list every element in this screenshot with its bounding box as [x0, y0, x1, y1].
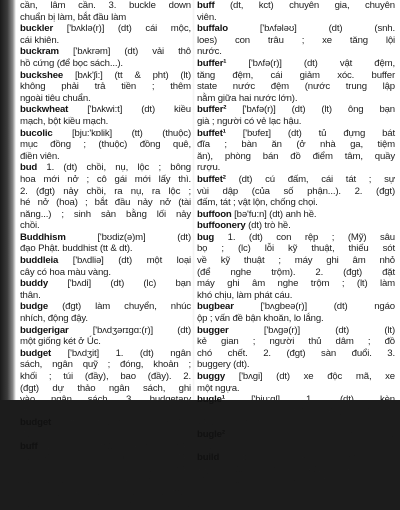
headword: bug: [197, 231, 215, 243]
headword: buckshee: [20, 69, 64, 81]
headword: buckram: [20, 46, 59, 58]
dictionary-line: hồ cứng (để bọc sách...).: [20, 57, 123, 69]
column-gutter: [192, 0, 195, 400]
right-column: [197, 0, 395, 487]
dictionary-line: buckwheat ['bʌkwi:t] (dt) kiều: [20, 104, 191, 116]
dictionary-line: bugger ['bʌgə(r)] (dt) (lt): [197, 324, 395, 336]
dictionary-line: buff 1. (dt) da trâu, da bò ; màu: [20, 440, 191, 452]
dictionary-line: buffer² ['bʌfə(r)] (dt) (lt) ông bạn: [197, 104, 395, 116]
headword: bugbear: [197, 301, 234, 313]
dictionary-line: hé nở (hoa) ; bắt đầu nảy nở (tài: [20, 197, 191, 209]
dictionary-line: kim loại, ván sàn...) bằng da trâu,: [20, 486, 191, 498]
dictionary-line: bugbear ['bʌgbeə(r)] (dt) ngáo: [197, 301, 395, 313]
dictionary-line: đạo Phật. buddhist (tt & dt).: [20, 243, 133, 255]
dictionary-line: chó chết. 2. (đgt) sàn đuổi. 3.: [197, 347, 395, 359]
dictionary-line: đấm, tát ; vật lộn, chống chọi.: [197, 197, 318, 209]
dictionary-line: buffer¹ ['bʌfə(r)] (dt) vật đệm,: [197, 57, 395, 69]
dictionary-line: bugle¹ ['bju:gl] 1. (dt) kèn: [197, 394, 395, 406]
headword: buckwheat: [20, 104, 69, 116]
dictionary-line: cần, lâm cần. 3. buckle down: [20, 0, 191, 11]
dictionary-line: buffalo ['bʌfələʊ] (dt) (snh.: [197, 23, 395, 35]
dictionary-line: đắt.: [20, 428, 36, 440]
headword: buddleia: [20, 255, 59, 267]
dictionary-line: (để nghe trộm). 2. (đgt) đặt: [197, 266, 395, 278]
dictionary-line: buddleia ['bʌdliə] (dt) một loại: [20, 255, 191, 267]
dictionary-line: budge (đgt) làm chuyển, nhúc: [20, 301, 191, 313]
dictionary-line: viên.: [197, 11, 217, 23]
dictionary-line: Buddhism ['bʊdiz(ə)m] (dt): [20, 231, 191, 243]
dictionary-line: kẻ gian ; người thủ dâm ; đồ: [197, 336, 395, 348]
dictionary-line: da bò ; (lt) da (tục) người đàn: [20, 452, 191, 464]
dictionary-line: bucolic [bju:'kɒlik] (tt) (thuộc): [20, 127, 191, 139]
dictionary-line: rượu.: [197, 162, 221, 174]
headword: buffer¹: [197, 57, 227, 69]
dictionary-line: đĩa ; bàn ăn (ở nhà ga, tiệm: [197, 139, 395, 151]
dictionary-line: cái khiên.: [20, 34, 60, 46]
headword: buddy: [20, 278, 49, 290]
dictionary-line: khó chịu, làm phát cáu.: [197, 289, 293, 301]
dictionary-line: buckler ['bʌklə(r)] (dt) cái mộc,: [20, 23, 191, 35]
headword: bugle²: [197, 428, 225, 440]
headword: buffet¹: [197, 127, 226, 139]
dictionary-line: budget ['bʌdʒit] 1. (dt) ngân: [20, 347, 191, 359]
dictionary-line: bug 1. (dt) con rệp ; (Mỹ) sâu: [197, 231, 395, 243]
dictionary-line: build [bɪld] 1. (qk & qkpt built): [197, 452, 395, 464]
dictionary-line: không phải trả tiền ; thêm: [20, 81, 191, 93]
headword: buff: [197, 0, 215, 11]
dictionary-line: một giống két ở Úc.: [20, 336, 101, 348]
headword: buffer²: [197, 104, 227, 116]
dictionary-line: da bò. 3. (nghĩa) đánh bóng (đồ: [20, 475, 191, 487]
headword: buffet²: [197, 173, 226, 185]
headword: bud: [20, 162, 38, 174]
dictionary-line: da bò (da thú) cho mượt như da: [20, 498, 191, 510]
headword: bucolic: [20, 127, 53, 139]
dictionary-line: buckshee [bʌk'ʃi:] (tt & pht) (lt): [20, 69, 191, 81]
dictionary-line: (tt).: [20, 405, 34, 417]
dictionary-line: bud 1. (dt) chồi, nụ, lộc ; bông: [20, 162, 191, 174]
dictionary-line: buffoonery (dt) trò hề.: [197, 220, 291, 232]
headword: buffoon: [197, 208, 232, 220]
dictionary-line: đồng. 2. (nđt) thổi kèn, thổi tù: [197, 405, 395, 417]
dictionary-line: già ; người có vẻ lạc hậu.: [197, 115, 302, 127]
dictionary-line: buggery (dt).: [197, 359, 250, 371]
dictionary-line: bugle² ['bju:g(ə)l] (dt) cây hạ: [197, 428, 395, 440]
dictionary-line: nên, lập lên. 2. (dt) kiểu kiến: [197, 475, 395, 487]
headword: bugger: [197, 324, 229, 336]
headword: build: [197, 452, 220, 464]
dictionary-line: khô.: [197, 440, 215, 452]
dictionary-line: ăn), phòng bán đồ điểm tâm, quầy: [197, 150, 395, 162]
left-column: [20, 0, 191, 510]
dictionary-line: buff (dt, kct) chuyên gia, chuyên: [197, 0, 395, 11]
dictionary-line: 2. (đgt) nảy chồi, ra nụ, ra lộc ;: [20, 185, 191, 197]
headword: buggy: [197, 371, 226, 382]
headword: budget: [20, 417, 52, 429]
dictionary-line: máy ghi âm nghe trộm ; (lt) làm: [197, 278, 395, 290]
dictionary-line: loes) con trâu ; xe tăng lội: [197, 34, 395, 46]
dictionary-line: (đgt) dự thảo ngân sách, ghi: [20, 382, 191, 394]
headword: Buddhism: [20, 231, 66, 243]
dictionary-line: và. 3. bugler (dt).: [197, 417, 267, 429]
dictionary-line: vùi dập (của số phận...). 2. (đgt): [197, 185, 395, 197]
headword: buff: [20, 440, 38, 452]
headword: budgerigar: [20, 324, 69, 336]
dictionary-line: buffet² (dt) cú đấm, cái tát ; sự: [197, 173, 395, 185]
dictionary-line: về kỹ thuật ; máy ghi âm nhỏ: [197, 255, 395, 267]
dictionary-line: nằm giữa hai nước lớn).: [197, 92, 298, 104]
dictionary-line: cây có hoa màu vàng.: [20, 266, 111, 278]
dictionary-line: chuẩn bị làm, bắt đầu làm: [20, 11, 127, 23]
dictionary-line: budgerigar ['bʌdʒərɪgɑ:(r)] (dt): [20, 324, 191, 336]
page-edge-shadow: [0, 0, 16, 400]
dictionary-line: điền viên.: [20, 150, 60, 162]
dictionary-line: chồi.: [20, 220, 40, 232]
dictionary-line: sách, ngân quỹ ; đóng, khoản ;: [20, 359, 191, 371]
dictionary-line: budget (tt) (thuộc) rẻ, không: [20, 417, 191, 429]
dictionary-line: xây, xây dựng, xây cất, dựng: [197, 463, 395, 475]
dictionary-line: buggy ['bʌgi] (dt) xe độc mã, xe: [197, 371, 395, 382]
dictionary-line: state nước đệm (nước trung lập: [197, 81, 395, 93]
headword: buffoonery: [197, 220, 246, 232]
headword: buckler: [20, 23, 54, 35]
dictionary-line: mạch, bột kiều mạch.: [20, 115, 109, 127]
dictionary-line: ngoài tiêu chuẩn.: [20, 92, 91, 104]
headword: budget: [20, 347, 52, 359]
dictionary-line: buffet¹ ['bʊfeɪ] (dt) tủ đựng bát: [197, 127, 395, 139]
dictionary-line: khối ; túi (đầy), bao (đầy). 2.: [20, 371, 191, 382]
dictionary-line: nhích, động đậy.: [20, 313, 88, 325]
dictionary-line: buffoon [bə'fu:n] (dt) anh hề.: [197, 208, 317, 220]
dictionary-line: tăng đệm, cái giảm xóc. buffer: [197, 69, 395, 81]
headword: bugle¹: [197, 394, 225, 406]
dictionary-line: năng...) ; sinh sản bằng lối nảy: [20, 208, 191, 220]
dictionary-line: thân.: [20, 289, 41, 301]
dictionary-line: một ngựa.: [197, 382, 240, 394]
headword: budge: [20, 301, 49, 313]
dictionary-line: buckram ['bʌkrəm] (dt) vải thô: [20, 46, 191, 58]
headword: buffalo: [197, 23, 228, 35]
dictionary-line: ộp ; vấn đề bận khoăn, lo lắng.: [197, 313, 324, 325]
dictionary-line: hoa mới nở ; cô gái mới lấy thì.: [20, 173, 191, 185]
dictionary-line: ông. 2. (tt) màu vàng sẫm, màu: [20, 463, 191, 475]
dictionary-line: vào ngân sách. 3. budgetary: [20, 394, 191, 406]
dictionary-line: buddy ['bʌdi] (dt) (lc) bạn: [20, 278, 191, 290]
dictionary-line: bọ ; (lc) lỗi kỹ thuật, thiếu sót: [197, 243, 395, 255]
dictionary-line: mục đồng ; (thuộc) đồng quê,: [20, 139, 191, 151]
dictionary-line: nước.: [197, 46, 222, 58]
